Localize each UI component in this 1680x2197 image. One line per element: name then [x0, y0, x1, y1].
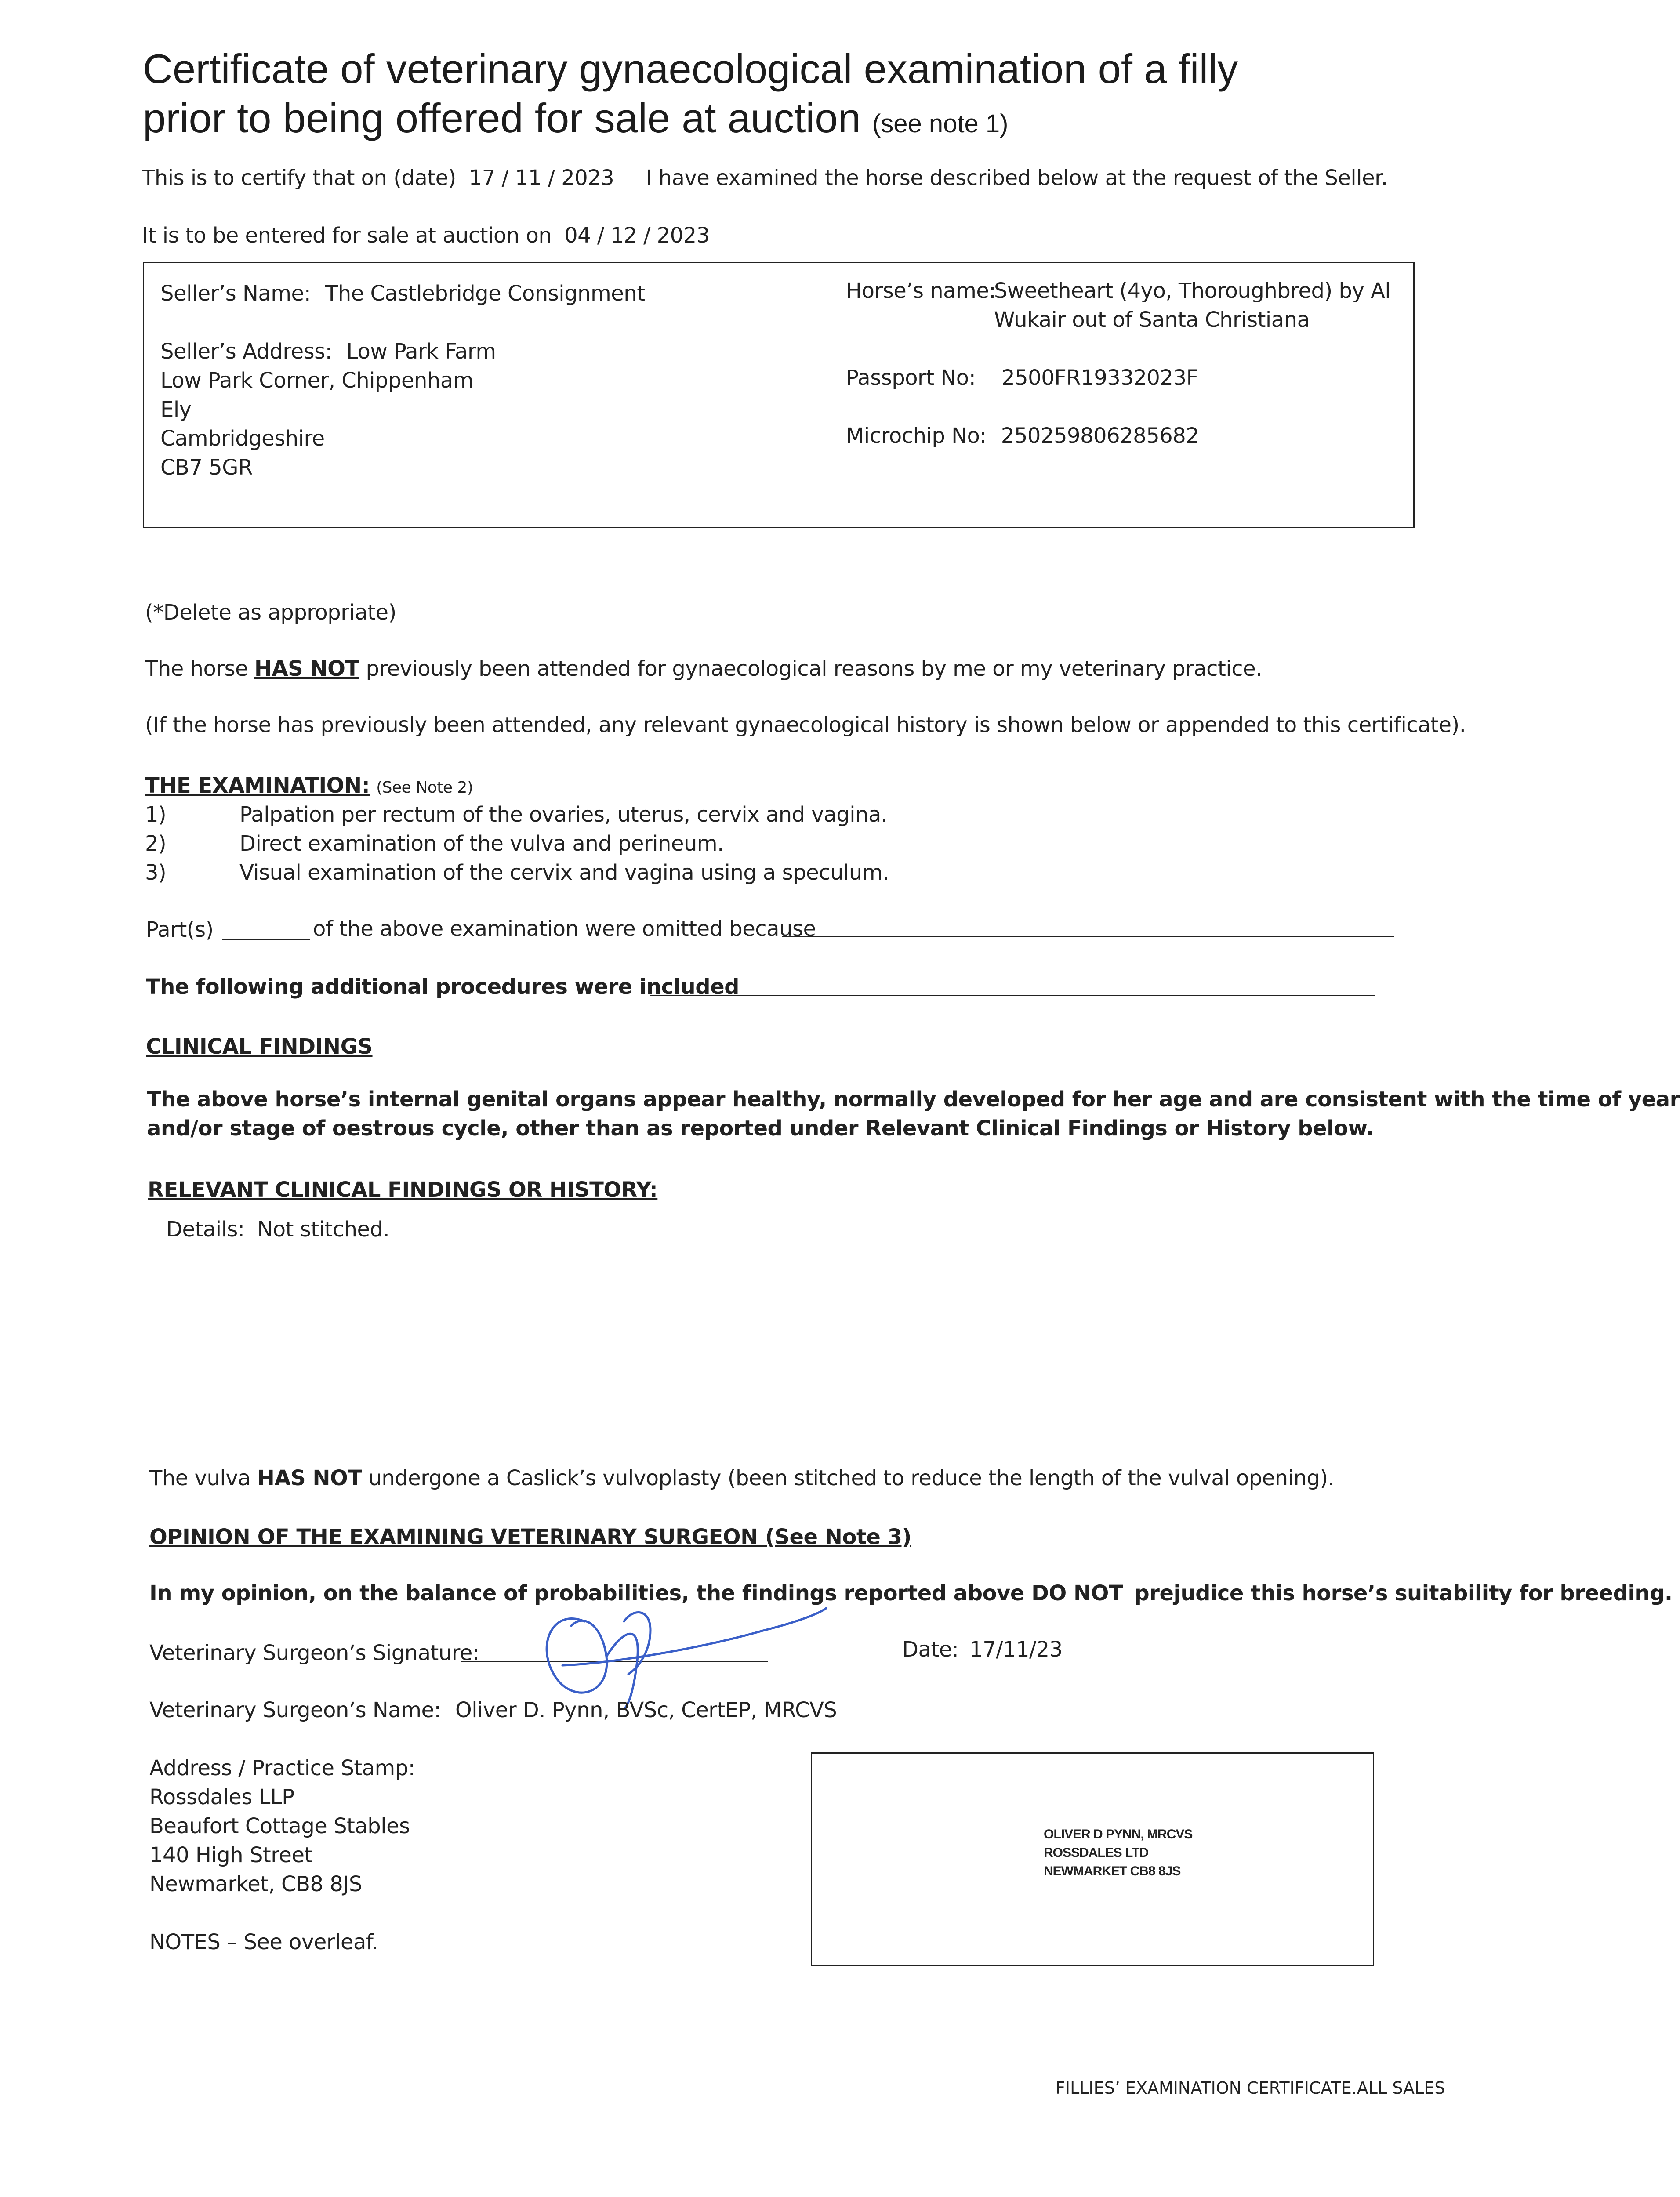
stamp-line-3: NEWMARKET CB8 8JS	[1044, 1864, 1181, 1878]
certify-suffix: I have examined the horse described below at the request of the Seller.	[646, 166, 1388, 190]
opinion-status: DO NOT	[1031, 1581, 1123, 1606]
exam-item-num-1: 1)	[145, 802, 167, 827]
seller-address-row	[160, 339, 496, 364]
seller-name-label: Seller’s Name:	[160, 281, 311, 306]
omitted-middle: of the above examination were omitted because	[313, 917, 816, 941]
page-title-line1: Certificate of veterinary gynaecological examination of a filly	[143, 46, 1238, 92]
exam-item-text-1: Palpation per rectum of the ovaries, uterus, cervix and vagina.	[239, 802, 888, 827]
opinion-statement	[149, 1581, 1673, 1606]
opinion-heading: OPINION OF THE EXAMINING VETERINARY SURGEON (See Note 3)	[149, 1525, 911, 1549]
examination-heading: THE EXAMINATION:	[145, 773, 370, 798]
seller-address-line-2: Low Park Corner, Chippenham	[160, 368, 474, 393]
certify-prefix: This is to certify that on (date)	[142, 166, 456, 190]
exam-item-num-3: 3)	[145, 860, 167, 885]
seller-address-line-1: Low Park Farm	[346, 339, 496, 364]
practice-line-2: Beaufort Cottage Stables	[149, 1814, 410, 1838]
clinical-findings-line1: The above horse’s internal genital organs appear healthy, normally developed for her age and are consistent with the time of year	[147, 1087, 1680, 1112]
notes-line: NOTES – See overleaf.	[149, 1930, 378, 1954]
omitted-reason-field[interactable]	[782, 936, 1394, 937]
relevant-details-row	[166, 1217, 389, 1242]
omitted-parts-field[interactable]	[222, 939, 310, 940]
opinion-post: prejudice this horse’s suitability for breeding.	[1134, 1581, 1673, 1606]
examination-heading-row	[145, 773, 473, 798]
clinical-findings-line2: and/or stage of oestrous cycle, other than as reported under Relevant Clinical Findings or History below.	[147, 1116, 1374, 1141]
passport-label: Passport No:	[846, 366, 976, 390]
seller-name-row	[160, 281, 645, 306]
examination-heading-note: (See Note 2)	[376, 779, 473, 797]
signature-scribble	[519, 1582, 835, 1714]
horse-name-line2: Wukair out of Santa Christiana	[994, 308, 1310, 332]
attended-pre: The horse	[145, 656, 248, 681]
passport-row	[846, 366, 1198, 390]
delete-note: (*Delete as appropriate)	[145, 600, 396, 625]
history-note: (If the horse has previously been attended, any relevant gynaecological history is shown below or appended to this certificate).	[145, 713, 1466, 737]
horse-name-label: Horse’s name:	[846, 279, 996, 303]
seller-address-line-5: CB7 5GR	[160, 455, 253, 480]
omitted-prefix: Part(s)	[146, 917, 214, 942]
clinical-findings-heading: CLINICAL FINDINGS	[146, 1034, 373, 1059]
vulva-statement	[149, 1466, 1334, 1490]
additional-procedures-field[interactable]	[650, 995, 1375, 996]
details-text: Not stitched.	[257, 1217, 390, 1242]
attended-status: HAS NOT	[254, 656, 359, 681]
stamp-line-2: ROSSDALES LTD	[1044, 1845, 1149, 1860]
surgeon-name-label: Veterinary Surgeon’s Name:	[149, 1698, 441, 1722]
title-note: (see note 1)	[872, 109, 1009, 138]
signature-date-label: Date:	[902, 1637, 959, 1662]
exam-item-text-2: Direct examination of the vulva and perineum.	[239, 831, 724, 856]
auction-prefix: It is to be entered for sale at auction on	[142, 223, 552, 248]
opinion-pre: In my opinion, on the balance of probabilities, the findings reported above	[149, 1581, 1024, 1606]
details-label: Details:	[166, 1217, 245, 1242]
auction-date: 04 / 12 / 2023	[564, 223, 710, 248]
surgeon-name: Oliver D. Pynn, BVSc, CertEP, MRCVS	[455, 1698, 837, 1722]
exam-item-text-3: Visual examination of the cervix and vagina using a speculum.	[239, 860, 889, 885]
practice-line-1: Rossdales LLP	[149, 1785, 294, 1809]
stamp-line-1: OLIVER D PYNN, MRCVS	[1044, 1827, 1193, 1842]
relevant-findings-heading: RELEVANT CLINICAL FINDINGS OR HISTORY:	[148, 1178, 658, 1202]
microchip-number: 250259806285682	[1001, 424, 1199, 448]
page-footer: FILLIES’ EXAMINATION CERTIFICATE.ALL SALES	[1056, 2078, 1445, 2098]
certify-line	[142, 166, 1388, 190]
examination-date: 17 / 11 / 2023	[468, 166, 614, 190]
additional-label: The following additional procedures were included	[146, 975, 739, 999]
signature-date: 17/11/23	[969, 1637, 1063, 1662]
seller-name: The Castlebridge Consignment	[325, 281, 645, 306]
attended-statement	[145, 656, 1262, 681]
seller-address-line-4: Cambridgeshire	[160, 426, 325, 451]
practice-line-3: 140 High Street	[149, 1843, 312, 1867]
attended-post: previously been attended for gynaecological reasons by me or my veterinary practice.	[366, 656, 1262, 681]
page-title-line2	[143, 92, 1009, 150]
microchip-label: Microchip No:	[846, 424, 987, 448]
signature-date-row	[902, 1637, 1063, 1662]
passport-number: 2500FR19332023F	[1001, 366, 1198, 390]
seller-address-label: Seller’s Address:	[160, 339, 332, 364]
signature-label: Veterinary Surgeon’s Signature:	[149, 1641, 479, 1665]
auction-line	[142, 223, 710, 248]
practice-label: Address / Practice Stamp:	[149, 1756, 415, 1780]
vulva-pre: The vulva	[149, 1466, 251, 1490]
surgeon-name-row	[149, 1698, 837, 1722]
vulva-post: undergone a Caslick’s vulvoplasty (been stitched to reduce the length of the vulval opening).	[368, 1466, 1335, 1490]
seller-address-line-3: Ely	[160, 397, 192, 422]
practice-line-4: Newmarket, CB8 8JS	[149, 1872, 362, 1896]
exam-item-num-2: 2)	[145, 831, 167, 856]
microchip-row	[846, 424, 1199, 448]
title-line2-text: prior to being offered for sale at auction	[143, 95, 861, 141]
horse-name-line1: Sweetheart (4yo, Thoroughbred) by Al	[994, 279, 1391, 303]
vulva-status: HAS NOT	[257, 1466, 362, 1490]
